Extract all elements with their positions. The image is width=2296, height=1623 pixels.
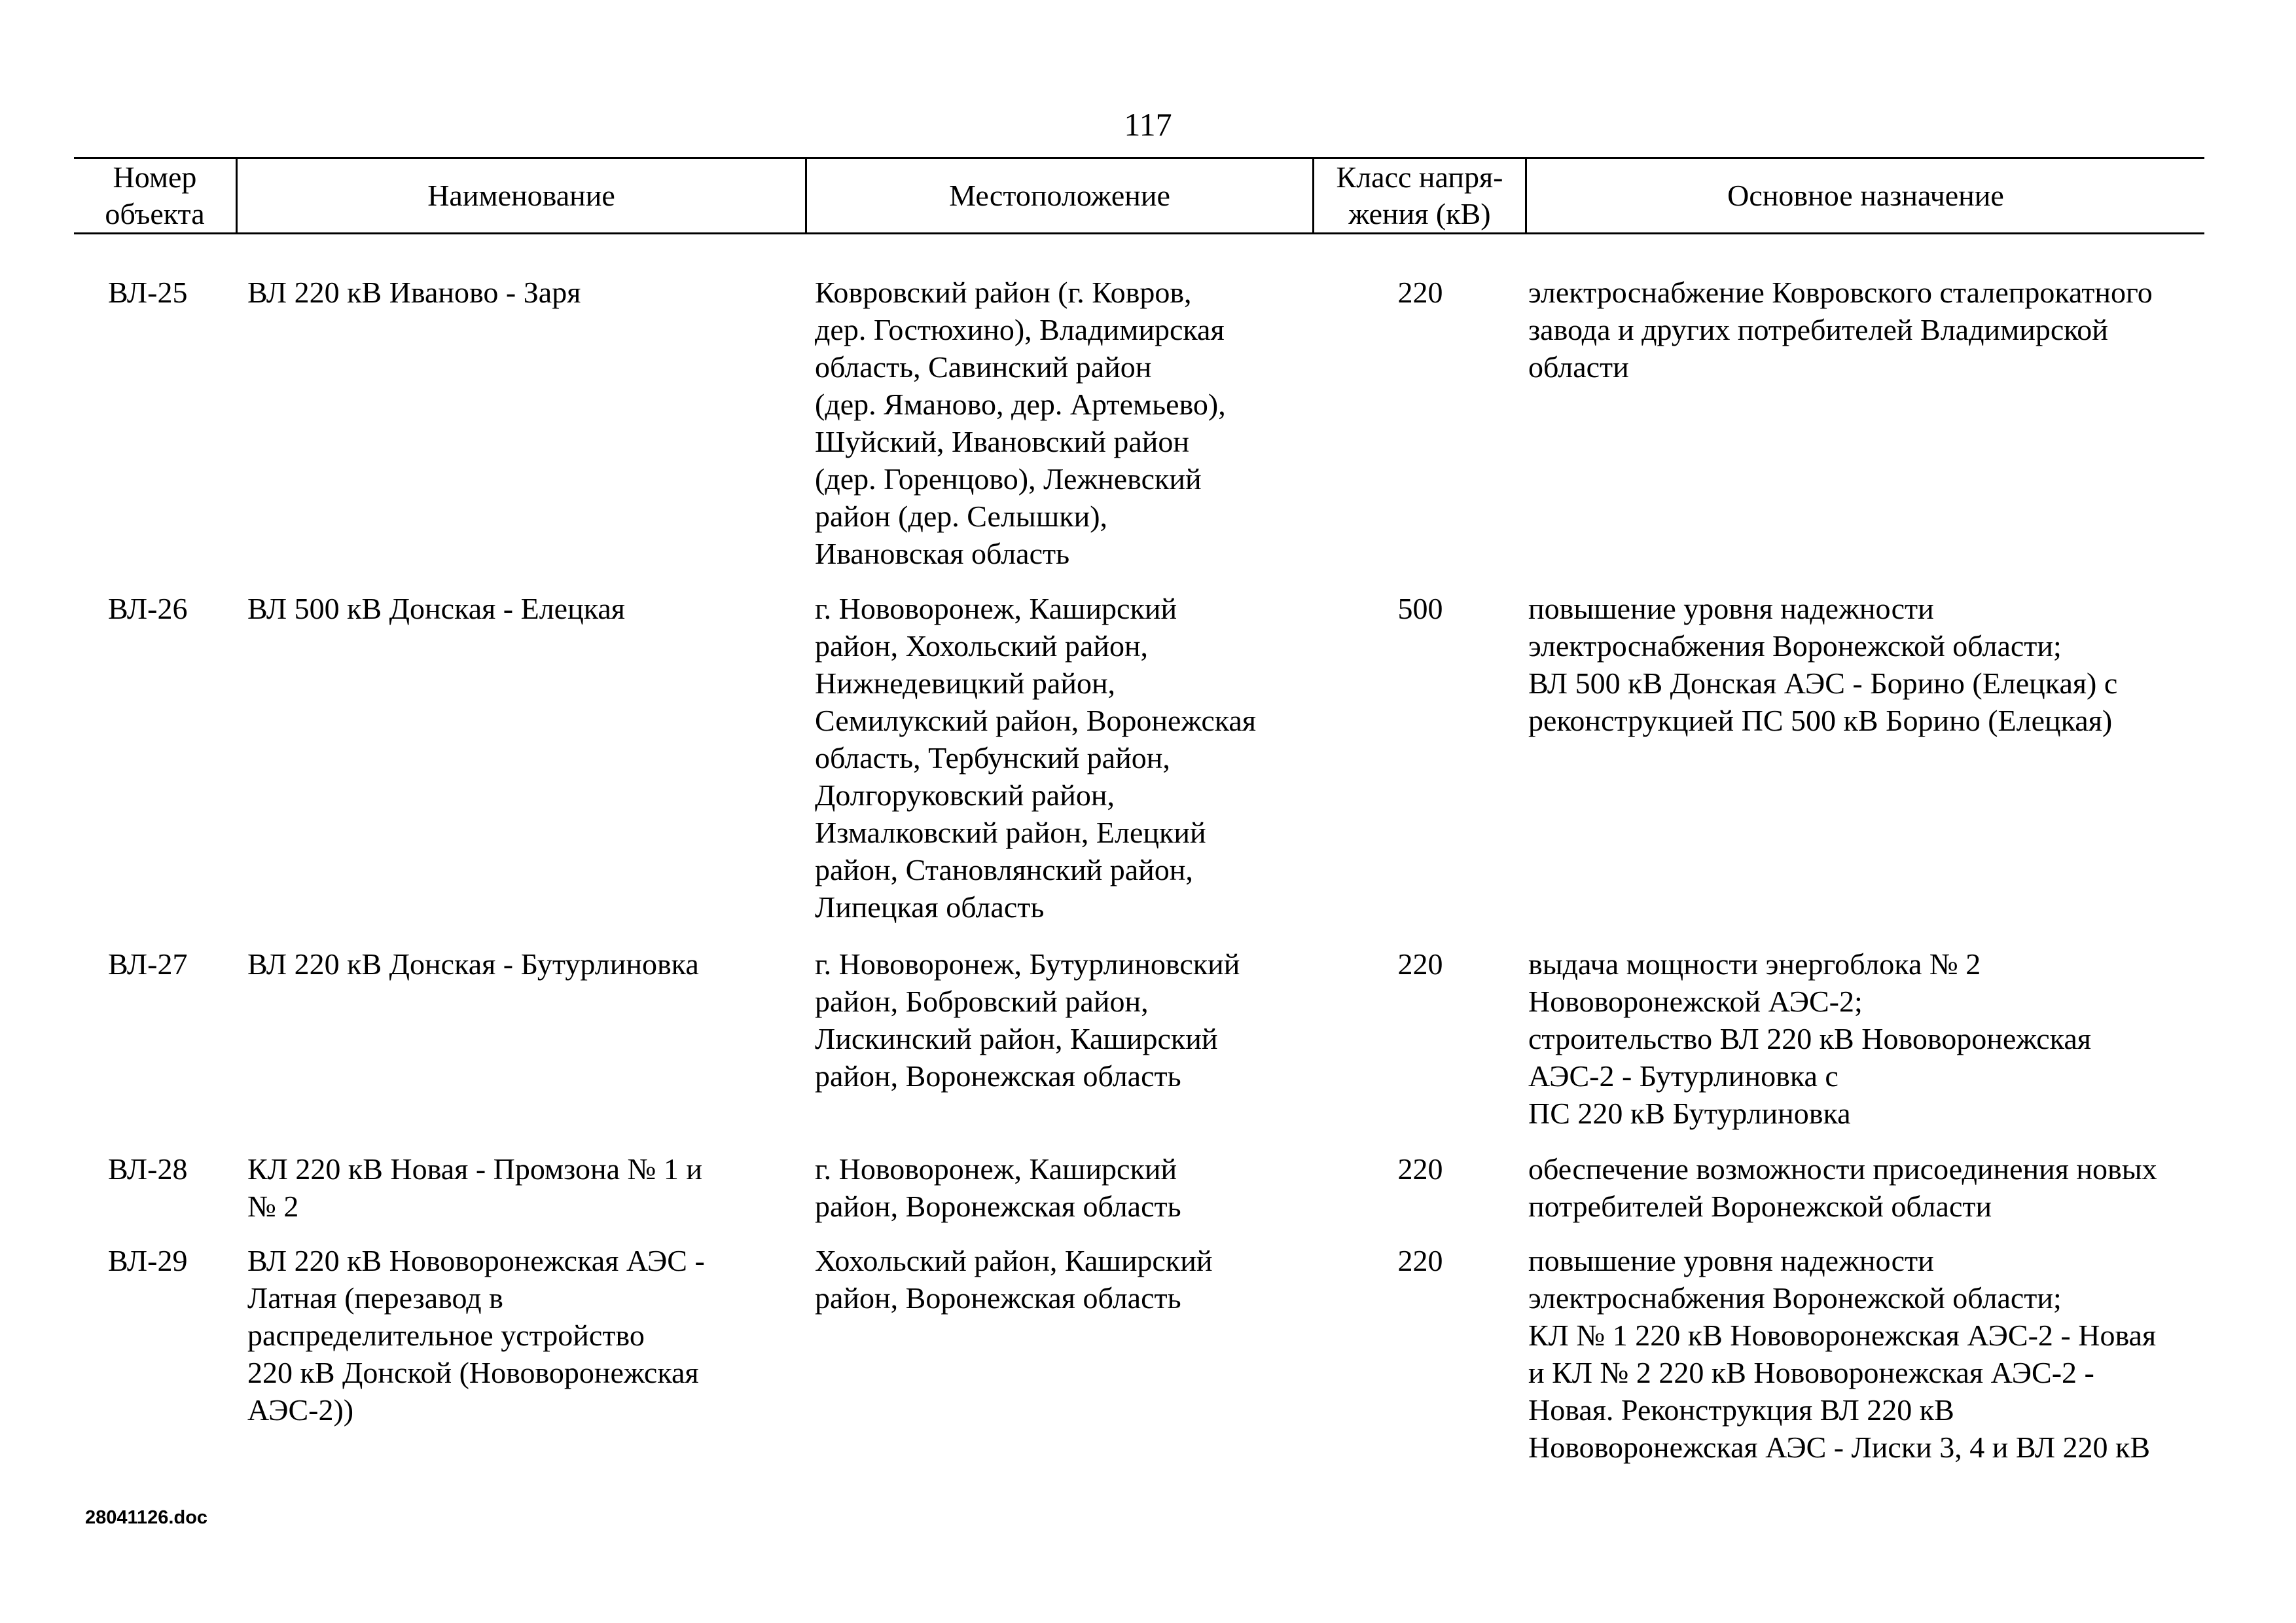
header-location: Местоположение: [949, 178, 1170, 212]
row-vl28-voltage: 220: [1397, 1152, 1443, 1186]
header-purpose: Основное назначение: [1727, 178, 2004, 212]
row-vl26-id: ВЛ-26: [108, 592, 188, 625]
row-vl29-purpose: повышение уровня надежности электроснабжения Воронежской области; КЛ № 1 220 кВ Нововоронежская АЭС-2 - Новая и КЛ № 2 220 кВ Нововоронежская АЭС-2 - Новая. Реконструкция ВЛ 220 кВ Нововоронежская АЭС - Лиски 3, 4 и ВЛ 220 кВ: [1528, 1244, 2157, 1464]
row-vl28-name: КЛ 220 кВ Новая - Промзона № 1 и № 2: [247, 1152, 703, 1223]
row-vl27-voltage: 220: [1397, 947, 1443, 981]
row-vl29-location: Хохольский район, Каширский район, Воронежская область: [815, 1244, 1213, 1315]
row-vl27-id: ВЛ-27: [108, 947, 188, 981]
row-vl26-voltage: 500: [1397, 592, 1443, 625]
header-name: Наименование: [427, 178, 615, 212]
header-bottom-rule: [74, 232, 2204, 234]
row-vl25-location: Ковровский район (г. Ковров, дер. Гостюхино), Владимирская область, Савинский район (дер. Яманово, дер. Артемьево), Шуйский, Ивановский район (дер. Горенцово), Лежневский район (дер. Селышки), Ивановская область: [815, 276, 1226, 570]
row-vl25-voltage: 220: [1397, 276, 1443, 309]
row-vl27-location: г. Нововоронеж, Бутурлиновский район, Бобровский район, Лискинский район, Каширский район, Воронежская область: [815, 947, 1240, 1093]
header-object-number: Номер объекта: [105, 160, 205, 230]
row-vl28-purpose: обеспечение возможности присоединения новых потребителей Воронежской области: [1528, 1152, 2157, 1223]
row-vl27-purpose: выдача мощности энергоблока № 2 Нововоронежской АЭС-2; строительство ВЛ 220 кВ Нововоронежская АЭС-2 - Бутурлиновка с ПС 220 кВ Бутурлиновка: [1528, 947, 2091, 1130]
row-vl29-id: ВЛ-29: [108, 1244, 188, 1277]
row-vl29-voltage: 220: [1397, 1244, 1443, 1277]
row-vl27-name: ВЛ 220 кВ Донская - Бутурлиновка: [247, 947, 699, 981]
row-vl26-location: г. Нововоронеж, Каширский район, Хохольский район, Нижнедевицкий район, Семилукский район, Воронежская область, Тербунский район, Долгоруковский район, Измалковский район, Елецкий район, Становлянский район, Липецкая область: [815, 592, 1257, 924]
row-vl28-location: г. Нововоронеж, Каширский район, Воронежская область: [815, 1152, 1181, 1223]
document-filename: 28041126.doc: [85, 1507, 208, 1528]
row-vl25-id: ВЛ-25: [108, 276, 188, 309]
header-voltage-class: Класс напря- жения (кВ): [1336, 160, 1503, 230]
row-vl25-purpose: электроснабжение Ковровского сталепрокатного завода и других потребителей Владимирской области: [1528, 276, 2153, 384]
row-vl29-name: ВЛ 220 кВ Нововоронежская АЭС - Латная (перезавод в распределительное устройство 220 кВ Донской (Нововоронежская АЭС-2)): [247, 1244, 705, 1427]
page-number: 117: [1124, 106, 1172, 143]
row-vl26-name: ВЛ 500 кВ Донская - Елецкая: [247, 592, 625, 625]
row-vl26-purpose: повышение уровня надежности электроснабжения Воронежской области; ВЛ 500 кВ Донская АЭС - Борино (Елецкая) с реконструкцией ПС 500 кВ Борино (Елецкая): [1528, 592, 2118, 737]
row-vl25-name: ВЛ 220 кВ Иваново - Заря: [247, 276, 581, 309]
row-vl28-id: ВЛ-28: [108, 1152, 188, 1186]
